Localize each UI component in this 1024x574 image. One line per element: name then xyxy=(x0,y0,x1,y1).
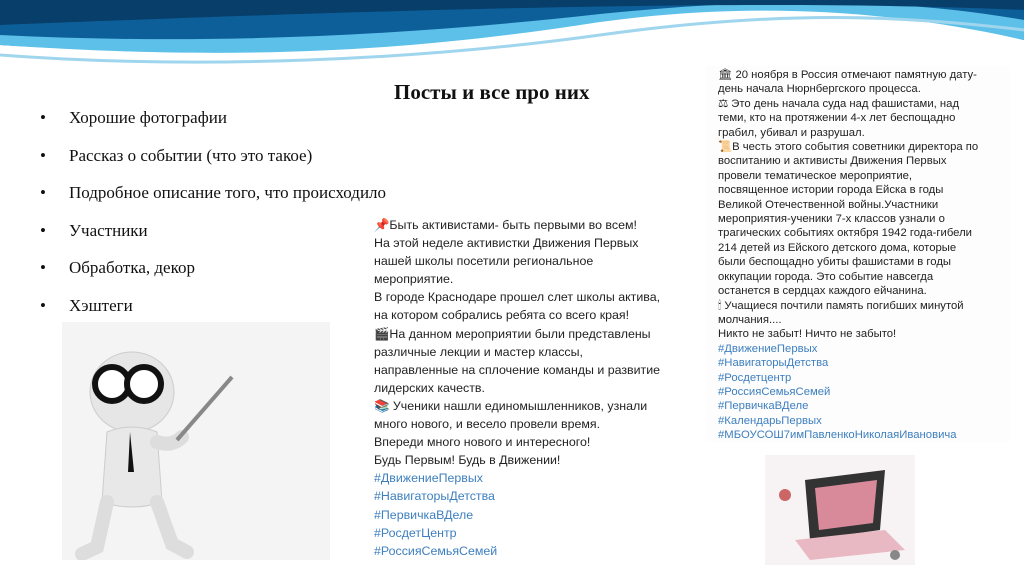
bullet-item: • Подробное описание того, что происходило xyxy=(40,183,386,221)
post-line: 🏛 20 ноября в Россия отмечают памятную дату- xyxy=(718,69,977,81)
post-line: различные лекции и мастер классы, xyxy=(374,344,583,359)
post-line: трагических событиях октября 1942 года-гибели xyxy=(718,227,972,240)
laptop-illustration-image xyxy=(765,455,915,565)
post-line: На этой неделе активистки Движения Первых xyxy=(374,236,639,251)
post-line: теми, кто на протяжении 4-х лет беспощадно xyxy=(718,112,956,125)
bullet-item: • Хорошие фотографии xyxy=(40,108,386,146)
post-line: Будь Первым! Будь в Движении! xyxy=(374,453,561,468)
post-line: 214 детей из Ейского детского дома, которые xyxy=(718,241,957,254)
bullet-text: Хорошие фотографии xyxy=(69,108,227,127)
post-line: Впереди много нового и интересного! xyxy=(374,435,591,450)
hashtag-link[interactable]: #ДвижениеПервых xyxy=(718,342,818,355)
post-line: оккупации города. Это событие навсегда xyxy=(718,270,934,283)
post-line: много нового, и весело провели время. xyxy=(374,417,601,432)
bullet-item: • Обработка, декор xyxy=(40,258,386,296)
hashtag-link[interactable]: #НавигаторыДетства xyxy=(718,357,829,370)
post-line: В городе Краснодаре прошел слет школы актива, xyxy=(374,290,661,305)
hashtag-link[interactable]: #НавигаторыДетства xyxy=(374,489,495,504)
post-line: 📌Быть активистами- быть первыми во всем! xyxy=(374,218,637,232)
post-line: направленные на сплочение команды и развитие xyxy=(374,362,661,377)
hashtag-link[interactable]: #Росдетцентр xyxy=(718,371,792,384)
hashtag-link[interactable]: #РоссияСемьяСемей xyxy=(718,385,831,398)
bullet-item: • Рассказ о событии (что это такое) xyxy=(40,146,386,184)
post-screenshot-right xyxy=(706,66,1010,442)
post-line: грабил, убивал и разрушал. xyxy=(718,126,865,139)
post-line: на котором собрались ребята со всего края! xyxy=(374,308,630,323)
hashtag-link[interactable]: #ПервичкаВДеле xyxy=(374,507,474,522)
hashtag-link[interactable]: #ДвижениеПервых xyxy=(374,471,483,486)
post-screenshot-left xyxy=(366,212,686,564)
post-line: день начала Нюрнбергского процесса. xyxy=(718,83,921,96)
slide-title: Посты и все про них xyxy=(394,80,590,104)
bullet-text: Подробное описание того, что происходило xyxy=(69,183,387,202)
post-line: 📜В честь этого события советники директора по xyxy=(718,141,979,154)
post-line: Великой Отечественной войны.Участники xyxy=(718,198,939,211)
post-line: 🕯 Учащиеся почтили память погибших минутой xyxy=(718,299,964,312)
post-line: провели тематическое мероприятие, xyxy=(718,169,913,182)
hashtag-link[interactable]: #РосдетЦентр xyxy=(374,525,457,540)
bullet-text: Рассказ о событии (что это такое) xyxy=(69,145,313,165)
hashtag-link[interactable]: #МБОУСОШ7имПавленкоНиколаяИвановича xyxy=(718,429,957,442)
post-line: посвященное истории города Ейска в годы xyxy=(718,184,944,197)
post-line: мероприятие. xyxy=(374,272,454,287)
post-line: воспитанию и активисты Движения Первых xyxy=(718,155,947,168)
hashtag-link[interactable]: #РоссияСемьяСемей xyxy=(374,543,498,558)
post-line: были беспощадно убиты фашистами в годы xyxy=(718,256,952,269)
hashtag-link[interactable]: #КалендарьПервых xyxy=(718,414,822,427)
post-line: останется в сердцах каждого ейчанина. xyxy=(718,285,927,298)
bullet-item: • Участники xyxy=(40,221,386,259)
post-line: мероприятия-ученики 7-х классов узнали о xyxy=(718,213,945,226)
post-line: Никто не забыт! Ничто не забыто! xyxy=(718,328,897,341)
bullet-text: Обработка, декор xyxy=(69,258,195,277)
post-line: нашей школы посетили региональное xyxy=(374,254,594,269)
post-line: 🎬На данном мероприятии были представлены xyxy=(374,326,651,341)
post-line: лидерских качеств. xyxy=(374,380,485,395)
bullet-list xyxy=(40,108,386,333)
post-line: ⚖ Это день начала суда над фашистами, над xyxy=(718,97,960,110)
post-line: молчания.... xyxy=(718,313,782,326)
bullet-text: Участники xyxy=(69,220,148,240)
teacher-figure-image xyxy=(62,322,330,560)
hashtag-link[interactable]: #ПервичкаВДеле xyxy=(718,400,809,413)
bullet-item: • Хэштеги xyxy=(40,296,386,334)
bullet-text: Хэштеги xyxy=(69,295,133,315)
post-line: 📚 Ученики нашли единомышленников, узнали xyxy=(374,398,648,413)
